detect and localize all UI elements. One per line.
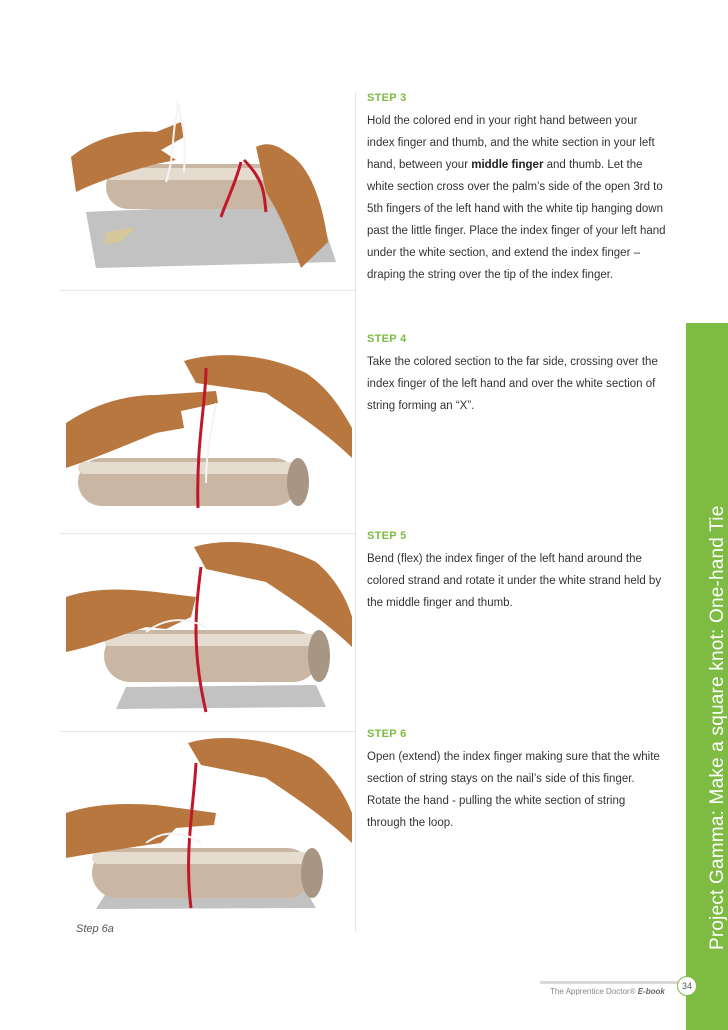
- step-text: and thumb. Let the white section cross over the palm’s side of the open 3rd to 5th fingers of the left hand with the white tip hanging down past the little finger. Place the index finger of your left hand under the white section, and extend the index finger – draping the string over the tip of the index finger.: [367, 159, 666, 281]
- illustration-step-4: [66, 333, 352, 513]
- step-body: [367, 110, 667, 286]
- step-3-block: [367, 92, 667, 286]
- footer-rule: [540, 981, 686, 984]
- footer-ebook: E-book: [637, 987, 665, 996]
- illustration-step-3: [66, 92, 352, 270]
- step-title: STEP 6: [367, 728, 407, 740]
- illustration-step-5: [66, 537, 352, 717]
- step-4-block: [367, 333, 667, 417]
- figure-caption: Step 6a: [76, 923, 114, 935]
- step-body: Open (extend) the index finger making sure that the white section of string stays on the nail’s side of this finger. Rotate the hand - pulling the white section of string through the loop.: [367, 751, 660, 829]
- step-title: STEP 3: [367, 92, 407, 104]
- step-body: Take the colored section to the far side, crossing over the index finger of the left hand and over the white section of string forming an “X”.: [367, 356, 658, 412]
- divider-horizontal: [60, 290, 355, 291]
- divider-vertical: [355, 92, 356, 932]
- step-6-block: [367, 728, 667, 834]
- page-number: 34: [677, 976, 697, 996]
- footer-text: [550, 987, 665, 996]
- step-5-block: [367, 530, 667, 614]
- divider-horizontal: [60, 731, 355, 732]
- sidebar-title: Project Gamma: Make a square knot: One-hand Tie: [707, 505, 728, 950]
- step-text-bold: middle finger: [471, 159, 544, 171]
- step-title: STEP 5: [367, 530, 407, 542]
- step-title: STEP 4: [367, 333, 407, 345]
- footer-publisher: The Apprentice Doctor®: [550, 987, 638, 996]
- step-text: Hold the colored end in your right hand between your index finger and thumb, and the white section in your left hand, between your: [367, 115, 655, 171]
- step-body: Bend (flex) the index finger of the left hand around the colored strand and rotate it under the white strand held by the middle finger and thumb.: [367, 553, 662, 609]
- illustration-step-6: [66, 733, 352, 911]
- divider-horizontal: [60, 533, 355, 534]
